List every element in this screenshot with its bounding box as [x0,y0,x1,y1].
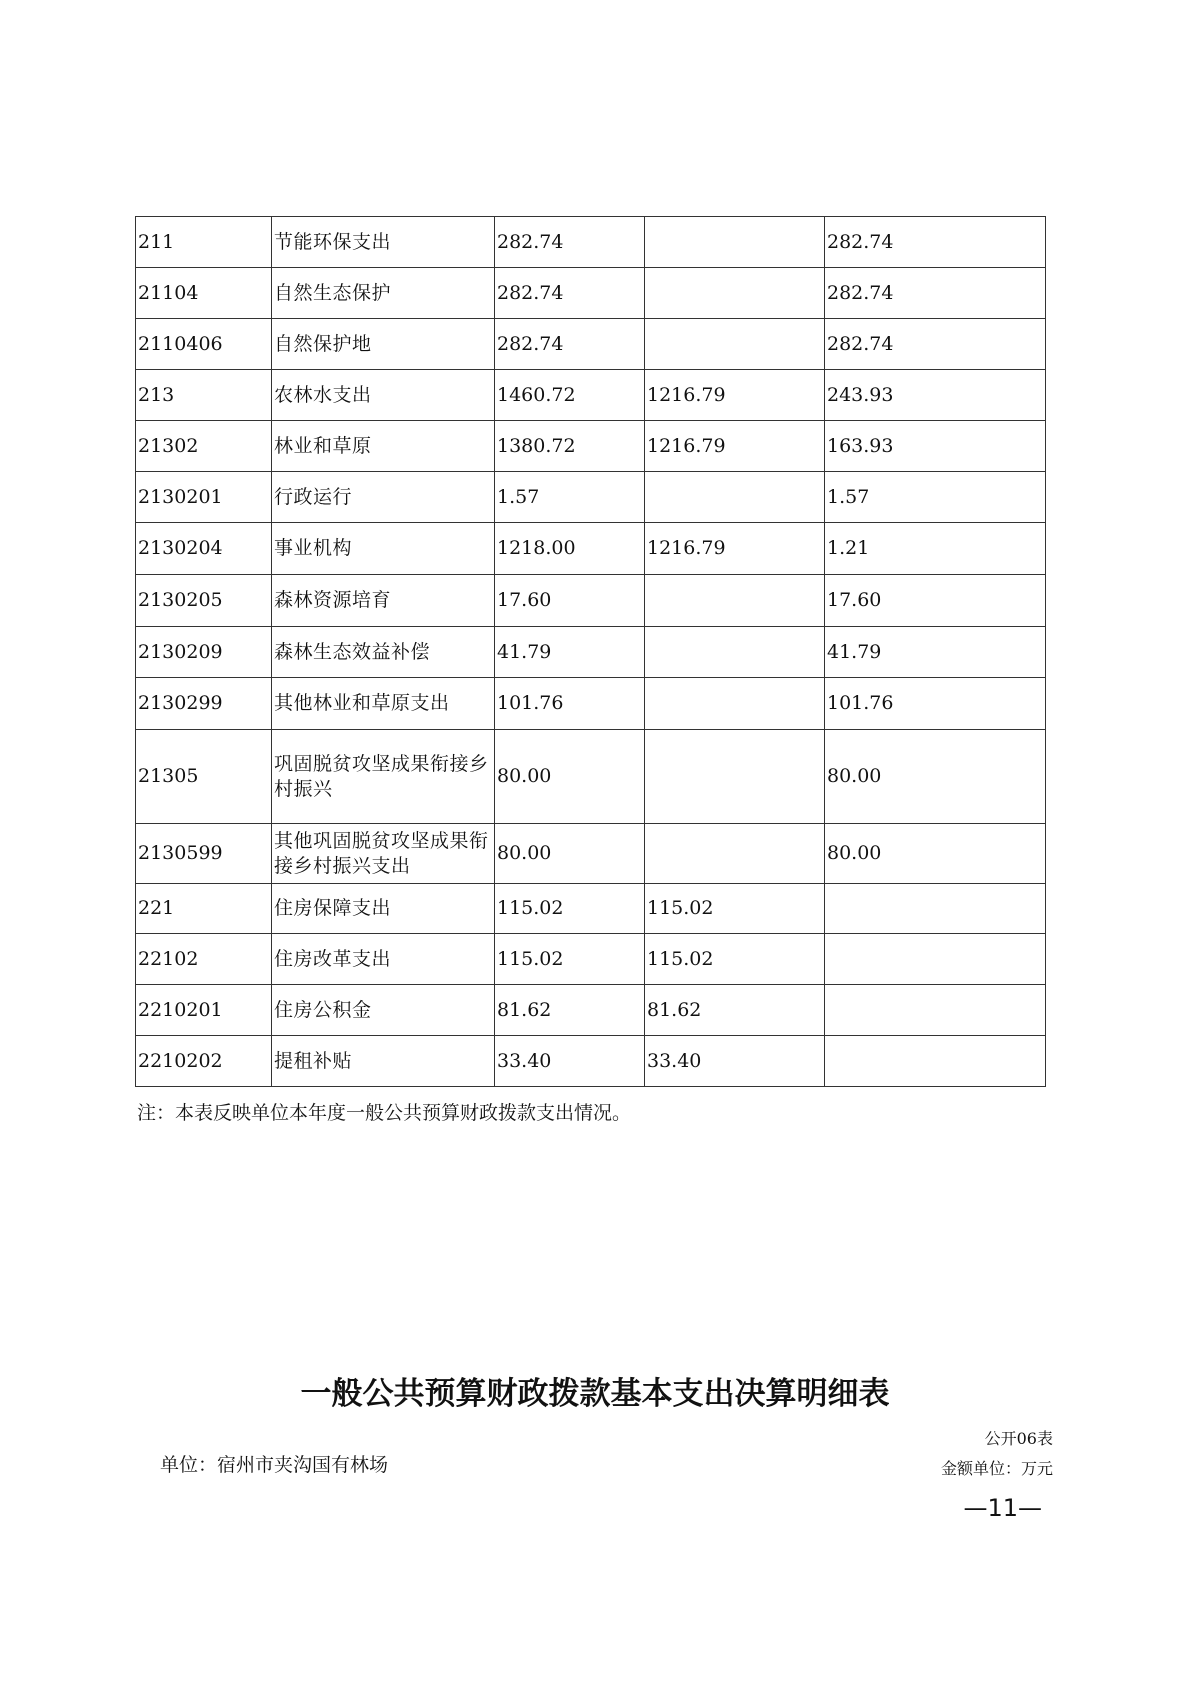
cell-total: 1380.72 [495,421,645,472]
cell-total: 115.02 [495,884,645,934]
amount-unit: 金额单位：万元 [940,1459,1053,1478]
cell-code: 21104 [136,268,272,319]
cell-basic: 115.02 [645,934,825,985]
cell-basic: 1216.79 [645,370,825,421]
cell-basic [645,824,825,884]
cell-project: 282.74 [825,268,1046,319]
cell-project: 41.79 [825,627,1046,678]
cell-name: 事业机构 [272,523,495,575]
cell-basic: 1216.79 [645,421,825,472]
cell-project: 80.00 [825,730,1046,824]
table-row [136,472,1046,523]
table-row [136,934,1046,985]
cell-name: 林业和草原 [272,421,495,472]
cell-basic [645,575,825,627]
cell-total: 41.79 [495,627,645,678]
cell-name: 农林水支出 [272,370,495,421]
cell-total: 282.74 [495,217,645,268]
table-row [136,678,1046,730]
cell-basic: 1216.79 [645,523,825,575]
cell-total: 1460.72 [495,370,645,421]
cell-basic [645,678,825,730]
cell-basic [645,319,825,370]
cell-project: 1.57 [825,472,1046,523]
cell-total: 81.62 [495,985,645,1036]
cell-total: 80.00 [495,730,645,824]
table-row [136,523,1046,575]
cell-total: 1.57 [495,472,645,523]
cell-basic [645,472,825,523]
table-row [136,319,1046,370]
cell-basic: 81.62 [645,985,825,1036]
cell-code: 211 [136,217,272,268]
cell-code: 2130204 [136,523,272,575]
cell-basic [645,268,825,319]
table-row [136,217,1046,268]
cell-code: 2130599 [136,824,272,884]
cell-project: 163.93 [825,421,1046,472]
cell-code: 22102 [136,934,272,985]
cell-total: 282.74 [495,319,645,370]
cell-basic [645,730,825,824]
cell-name: 巩固脱贫攻坚成果衔接乡村振兴 [272,730,495,824]
table-row [136,730,1046,824]
table-row [136,824,1046,884]
cell-total: 80.00 [495,824,645,884]
cell-project: 282.74 [825,319,1046,370]
cell-code: 2130299 [136,678,272,730]
cell-total: 33.40 [495,1036,645,1087]
cell-code: 213 [136,370,272,421]
reporting-unit: 单位：宿州市夹沟国有林场 [160,1454,389,1476]
cell-code: 2130205 [136,575,272,627]
cell-total: 1218.00 [495,523,645,575]
cell-total: 17.60 [495,575,645,627]
cell-total: 282.74 [495,268,645,319]
cell-total: 101.76 [495,678,645,730]
table-row [136,884,1046,934]
table-row [136,1036,1046,1087]
cell-project [825,985,1046,1036]
cell-code: 2130201 [136,472,272,523]
cell-project: 17.60 [825,575,1046,627]
cell-total: 115.02 [495,934,645,985]
cell-name: 森林资源培育 [272,575,495,627]
cell-name: 行政运行 [272,472,495,523]
cell-name: 节能环保支出 [272,217,495,268]
cell-project: 1.21 [825,523,1046,575]
cell-name: 其他巩固脱贫攻坚成果衔接乡村振兴支出 [272,824,495,884]
cell-code: 2210202 [136,1036,272,1087]
cell-name: 住房公积金 [272,985,495,1036]
cell-name: 森林生态效益补偿 [272,627,495,678]
next-table-title: 一般公共预算财政拨款基本支出决算明细表 [300,1376,890,1412]
cell-name: 提租补贴 [272,1036,495,1087]
table-row [136,627,1046,678]
table-row [136,370,1046,421]
cell-basic: 115.02 [645,884,825,934]
cell-code: 2210201 [136,985,272,1036]
form-number: 公开06表 [984,1429,1053,1448]
cell-name: 自然保护地 [272,319,495,370]
cell-code: 21305 [136,730,272,824]
cell-code: 2110406 [136,319,272,370]
cell-project: 80.00 [825,824,1046,884]
table-row [136,985,1046,1036]
cell-name: 自然生态保护 [272,268,495,319]
cell-project [825,934,1046,985]
cell-code: 21302 [136,421,272,472]
page-number: —11— [963,1494,1042,1522]
cell-code: 2130209 [136,627,272,678]
expenditure-table [135,216,1046,1087]
cell-project: 101.76 [825,678,1046,730]
cell-project [825,1036,1046,1087]
table-row [136,421,1046,472]
cell-basic [645,217,825,268]
cell-name: 住房改革支出 [272,934,495,985]
cell-name: 其他林业和草原支出 [272,678,495,730]
cell-code: 221 [136,884,272,934]
cell-project [825,884,1046,934]
table-row [136,268,1046,319]
cell-basic [645,627,825,678]
cell-project: 282.74 [825,217,1046,268]
cell-project: 243.93 [825,370,1046,421]
cell-name: 住房保障支出 [272,884,495,934]
table-note: 注：本表反映单位本年度一般公共预算财政拨款支出情况。 [137,1102,632,1124]
cell-basic: 33.40 [645,1036,825,1087]
table-row [136,575,1046,627]
